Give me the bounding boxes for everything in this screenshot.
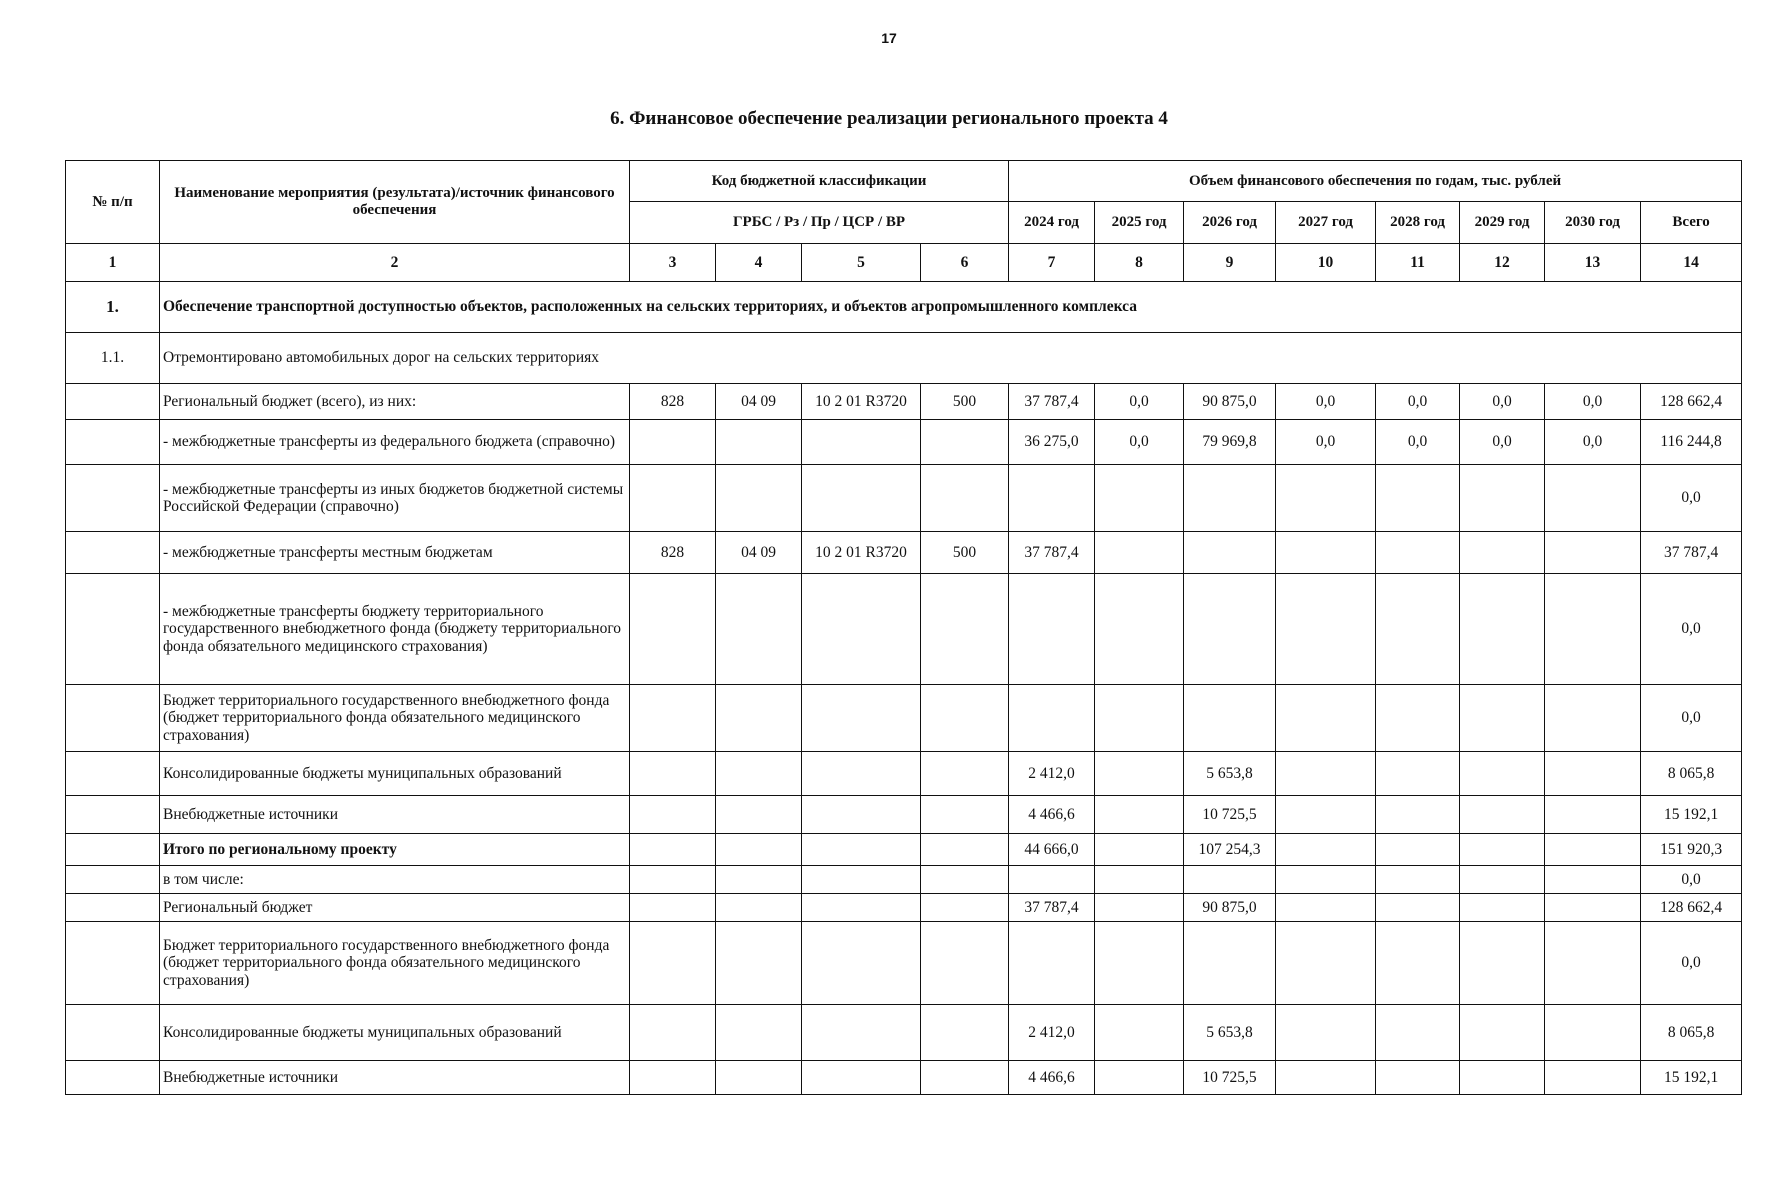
cell-v2029	[1460, 1061, 1545, 1095]
table-row	[66, 834, 1742, 866]
cell-csr	[802, 796, 921, 834]
cell-v2028	[1376, 685, 1460, 752]
cell-total: 15 192,1	[1641, 796, 1742, 834]
header-year-2027: 2027 год	[1276, 202, 1376, 244]
column-number: 13	[1545, 244, 1641, 282]
cell-v2025	[1095, 1005, 1184, 1061]
cell-v2029	[1460, 866, 1545, 894]
column-number: 9	[1184, 244, 1276, 282]
cell-vr	[921, 796, 1009, 834]
cell-v2024: 37 787,4	[1009, 384, 1095, 420]
row-name: Консолидированные бюджеты муниципальных образований	[160, 752, 630, 796]
cell-v2029	[1460, 465, 1545, 532]
cell-v2026	[1184, 685, 1276, 752]
row-number-cell	[66, 574, 160, 685]
cell-v2026	[1184, 532, 1276, 574]
column-number: 14	[1641, 244, 1742, 282]
subsection-row	[66, 333, 1742, 384]
column-number: 7	[1009, 244, 1095, 282]
cell-v2024: 37 787,4	[1009, 894, 1095, 922]
cell-total: 8 065,8	[1641, 1005, 1742, 1061]
cell-v2028	[1376, 866, 1460, 894]
cell-rz	[716, 922, 802, 1005]
cell-vr	[921, 1005, 1009, 1061]
cell-rz	[716, 420, 802, 465]
cell-v2029: 0,0	[1460, 384, 1545, 420]
cell-v2024: 2 412,0	[1009, 1005, 1095, 1061]
column-number: 6	[921, 244, 1009, 282]
cell-v2029	[1460, 796, 1545, 834]
cell-v2025	[1095, 796, 1184, 834]
header-year-2026: 2026 год	[1184, 202, 1276, 244]
cell-v2025	[1095, 866, 1184, 894]
cell-v2026: 5 653,8	[1184, 1005, 1276, 1061]
cell-grbs	[630, 574, 716, 685]
cell-v2025	[1095, 532, 1184, 574]
cell-v2025	[1095, 894, 1184, 922]
cell-vr: 500	[921, 384, 1009, 420]
row-name: Бюджет территориального государственного внебюджетного фонда (бюджет территориального фонда обязательного медицинского страхования)	[160, 685, 630, 752]
cell-vr: 500	[921, 532, 1009, 574]
cell-v2028	[1376, 574, 1460, 685]
cell-v2028	[1376, 1005, 1460, 1061]
cell-v2024	[1009, 465, 1095, 532]
cell-v2027: 0,0	[1276, 420, 1376, 465]
cell-v2027	[1276, 752, 1376, 796]
cell-grbs	[630, 894, 716, 922]
cell-grbs: 828	[630, 532, 716, 574]
cell-csr: 10 2 01 R3720	[802, 384, 921, 420]
header-volume: Объем финансового обеспечения по годам, тыс. рублей	[1009, 161, 1742, 202]
table-row	[66, 866, 1742, 894]
cell-v2027	[1276, 532, 1376, 574]
section-number: 1.	[66, 282, 160, 333]
cell-v2030	[1545, 1005, 1641, 1061]
table-row	[66, 574, 1742, 685]
row-name: Консолидированные бюджеты муниципальных образований	[160, 1005, 630, 1061]
cell-v2025	[1095, 574, 1184, 685]
cell-grbs	[630, 752, 716, 796]
row-name: - межбюджетные трансферты местным бюджетам	[160, 532, 630, 574]
cell-v2029	[1460, 894, 1545, 922]
cell-csr	[802, 1005, 921, 1061]
cell-v2025	[1095, 752, 1184, 796]
cell-total: 0,0	[1641, 922, 1742, 1005]
cell-v2026	[1184, 465, 1276, 532]
cell-grbs: 828	[630, 384, 716, 420]
cell-v2024	[1009, 574, 1095, 685]
cell-v2028	[1376, 465, 1460, 532]
column-number: 11	[1376, 244, 1460, 282]
cell-csr	[802, 574, 921, 685]
subsection-title: Отремонтировано автомобильных дорог на сельских территориях	[160, 333, 1742, 384]
cell-v2028	[1376, 1061, 1460, 1095]
table-row	[66, 384, 1742, 420]
table-row	[66, 796, 1742, 834]
cell-csr	[802, 866, 921, 894]
cell-vr	[921, 685, 1009, 752]
table-row	[66, 532, 1742, 574]
cell-v2026: 107 254,3	[1184, 834, 1276, 866]
row-name: Внебюджетные источники	[160, 796, 630, 834]
cell-vr	[921, 465, 1009, 532]
cell-v2026: 5 653,8	[1184, 752, 1276, 796]
cell-v2030	[1545, 834, 1641, 866]
cell-v2027	[1276, 866, 1376, 894]
cell-v2025	[1095, 834, 1184, 866]
cell-v2029	[1460, 1005, 1545, 1061]
cell-grbs	[630, 1061, 716, 1095]
cell-vr	[921, 420, 1009, 465]
row-name: - межбюджетные трансферты из иных бюджетов бюджетной системы Российской Федерации (справочно)	[160, 465, 630, 532]
table-row	[66, 420, 1742, 465]
cell-grbs	[630, 834, 716, 866]
row-number-cell	[66, 532, 160, 574]
cell-v2028	[1376, 752, 1460, 796]
cell-csr: 10 2 01 R3720	[802, 532, 921, 574]
cell-v2025	[1095, 685, 1184, 752]
column-number: 2	[160, 244, 630, 282]
row-number-cell	[66, 796, 160, 834]
cell-v2028: 0,0	[1376, 420, 1460, 465]
row-number-cell	[66, 384, 160, 420]
cell-v2028	[1376, 922, 1460, 1005]
cell-vr	[921, 574, 1009, 685]
cell-rz	[716, 894, 802, 922]
header-total: Всего	[1641, 202, 1742, 244]
cell-v2026	[1184, 574, 1276, 685]
row-name: - межбюджетные трансферты бюджету территориального государственного внебюджетного фонда (бюджету территориального фонда обязательного медицинского страхования)	[160, 574, 630, 685]
cell-v2029	[1460, 834, 1545, 866]
cell-rz	[716, 574, 802, 685]
page-title: 6. Финансовое обеспечение реализации регионального проекта 4	[610, 108, 1168, 129]
table-row	[66, 1005, 1742, 1061]
column-number: 5	[802, 244, 921, 282]
cell-rz	[716, 866, 802, 894]
financing-table	[65, 160, 1742, 1095]
cell-v2025: 0,0	[1095, 384, 1184, 420]
cell-v2028	[1376, 532, 1460, 574]
header-year-2029: 2029 год	[1460, 202, 1545, 244]
cell-v2028	[1376, 894, 1460, 922]
table-row	[66, 1061, 1742, 1095]
cell-csr	[802, 420, 921, 465]
cell-v2027	[1276, 894, 1376, 922]
cell-v2030	[1545, 465, 1641, 532]
cell-v2030: 0,0	[1545, 384, 1641, 420]
cell-total: 37 787,4	[1641, 532, 1742, 574]
cell-v2030	[1545, 894, 1641, 922]
cell-v2027	[1276, 685, 1376, 752]
header-year-2024: 2024 год	[1009, 202, 1095, 244]
cell-v2030	[1545, 922, 1641, 1005]
cell-total: 128 662,4	[1641, 384, 1742, 420]
cell-grbs	[630, 922, 716, 1005]
cell-csr	[802, 1061, 921, 1095]
section-title: Обеспечение транспортной доступностью объектов, расположенных на сельских территориях, и объектов агропромышленного комплекса	[160, 282, 1742, 333]
row-number-cell	[66, 1005, 160, 1061]
cell-rz	[716, 465, 802, 532]
cell-csr	[802, 752, 921, 796]
column-number: 4	[716, 244, 802, 282]
table-row	[66, 685, 1742, 752]
row-name: Бюджет территориального государственного внебюджетного фонда (бюджет территориального фонда обязательного медицинского страхования)	[160, 922, 630, 1005]
cell-grbs	[630, 796, 716, 834]
table-row	[66, 752, 1742, 796]
cell-v2028	[1376, 796, 1460, 834]
cell-v2030: 0,0	[1545, 420, 1641, 465]
cell-v2026: 10 725,5	[1184, 1061, 1276, 1095]
cell-v2024: 4 466,6	[1009, 1061, 1095, 1095]
cell-v2030	[1545, 866, 1641, 894]
cell-v2030	[1545, 685, 1641, 752]
cell-v2027	[1276, 922, 1376, 1005]
cell-v2027	[1276, 1061, 1376, 1095]
row-name: Региональный бюджет (всего), из них:	[160, 384, 630, 420]
cell-total: 15 192,1	[1641, 1061, 1742, 1095]
cell-v2030	[1545, 752, 1641, 796]
column-number: 10	[1276, 244, 1376, 282]
table-row	[66, 922, 1742, 1005]
cell-total: 151 920,3	[1641, 834, 1742, 866]
row-number-cell	[66, 1061, 160, 1095]
cell-vr	[921, 866, 1009, 894]
cell-v2024	[1009, 922, 1095, 1005]
cell-v2027	[1276, 834, 1376, 866]
cell-v2027	[1276, 1005, 1376, 1061]
row-number-cell	[66, 420, 160, 465]
cell-v2029	[1460, 685, 1545, 752]
cell-total: 128 662,4	[1641, 894, 1742, 922]
cell-vr	[921, 922, 1009, 1005]
column-number: 1	[66, 244, 160, 282]
cell-v2029: 0,0	[1460, 420, 1545, 465]
cell-rz: 04 09	[716, 532, 802, 574]
cell-v2025	[1095, 1061, 1184, 1095]
cell-v2024: 44 666,0	[1009, 834, 1095, 866]
cell-v2025	[1095, 922, 1184, 1005]
cell-v2024: 4 466,6	[1009, 796, 1095, 834]
row-number-cell	[66, 685, 160, 752]
cell-csr	[802, 465, 921, 532]
page-number: 17	[881, 30, 897, 46]
cell-total: 8 065,8	[1641, 752, 1742, 796]
subsection-number: 1.1.	[66, 333, 160, 384]
cell-v2024: 2 412,0	[1009, 752, 1095, 796]
cell-rz	[716, 685, 802, 752]
cell-total: 116 244,8	[1641, 420, 1742, 465]
row-name: Итого по региональному проекту	[160, 834, 630, 866]
cell-v2029	[1460, 922, 1545, 1005]
cell-v2030	[1545, 574, 1641, 685]
cell-vr	[921, 752, 1009, 796]
cell-total: 0,0	[1641, 465, 1742, 532]
cell-vr	[921, 834, 1009, 866]
row-number-cell	[66, 922, 160, 1005]
header-year-2025: 2025 год	[1095, 202, 1184, 244]
table-row	[66, 465, 1742, 532]
cell-v2029	[1460, 574, 1545, 685]
header-year-2028: 2028 год	[1376, 202, 1460, 244]
cell-grbs	[630, 420, 716, 465]
cell-grbs	[630, 685, 716, 752]
row-number-cell	[66, 465, 160, 532]
cell-v2027	[1276, 796, 1376, 834]
cell-v2024: 37 787,4	[1009, 532, 1095, 574]
cell-v2026	[1184, 866, 1276, 894]
header-name: Наименование мероприятия (результата)/источник финансового обеспечения	[160, 161, 630, 244]
cell-grbs	[630, 465, 716, 532]
cell-rz	[716, 752, 802, 796]
header-num: № п/п	[66, 161, 160, 244]
row-number-cell	[66, 866, 160, 894]
cell-v2026: 90 875,0	[1184, 894, 1276, 922]
cell-rz	[716, 796, 802, 834]
cell-v2026	[1184, 922, 1276, 1005]
cell-vr	[921, 1061, 1009, 1095]
cell-v2024	[1009, 685, 1095, 752]
column-numbers-row	[66, 244, 1742, 282]
cell-v2025: 0,0	[1095, 420, 1184, 465]
cell-rz: 04 09	[716, 384, 802, 420]
cell-v2027	[1276, 465, 1376, 532]
cell-total: 0,0	[1641, 685, 1742, 752]
header-kbk: Код бюджетной классификации	[630, 161, 1009, 202]
column-number: 3	[630, 244, 716, 282]
row-number-cell	[66, 834, 160, 866]
cell-v2024	[1009, 866, 1095, 894]
column-number: 12	[1460, 244, 1545, 282]
cell-rz	[716, 1005, 802, 1061]
cell-grbs	[630, 866, 716, 894]
row-name: в том числе:	[160, 866, 630, 894]
cell-grbs	[630, 1005, 716, 1061]
header-year-2030: 2030 год	[1545, 202, 1641, 244]
cell-v2024: 36 275,0	[1009, 420, 1095, 465]
section-row	[66, 282, 1742, 333]
cell-vr	[921, 894, 1009, 922]
table-row	[66, 894, 1742, 922]
cell-v2025	[1095, 465, 1184, 532]
cell-v2029	[1460, 532, 1545, 574]
cell-v2026: 90 875,0	[1184, 384, 1276, 420]
cell-v2028: 0,0	[1376, 384, 1460, 420]
header-kbk-sub: ГРБС / Рз / Пр / ЦСР / ВР	[630, 202, 1009, 244]
cell-csr	[802, 834, 921, 866]
cell-v2027: 0,0	[1276, 384, 1376, 420]
cell-v2026: 79 969,8	[1184, 420, 1276, 465]
cell-v2027	[1276, 574, 1376, 685]
row-number-cell	[66, 752, 160, 796]
cell-rz	[716, 1061, 802, 1095]
row-name: Региональный бюджет	[160, 894, 630, 922]
cell-v2030	[1545, 1061, 1641, 1095]
row-name: - межбюджетные трансферты из федерального бюджета (справочно)	[160, 420, 630, 465]
cell-v2030	[1545, 532, 1641, 574]
cell-v2030	[1545, 796, 1641, 834]
cell-v2028	[1376, 834, 1460, 866]
row-name: Внебюджетные источники	[160, 1061, 630, 1095]
cell-rz	[716, 834, 802, 866]
cell-v2026: 10 725,5	[1184, 796, 1276, 834]
cell-csr	[802, 894, 921, 922]
cell-total: 0,0	[1641, 574, 1742, 685]
cell-total: 0,0	[1641, 866, 1742, 894]
cell-csr	[802, 685, 921, 752]
cell-v2029	[1460, 752, 1545, 796]
row-number-cell	[66, 894, 160, 922]
cell-csr	[802, 922, 921, 1005]
column-number: 8	[1095, 244, 1184, 282]
